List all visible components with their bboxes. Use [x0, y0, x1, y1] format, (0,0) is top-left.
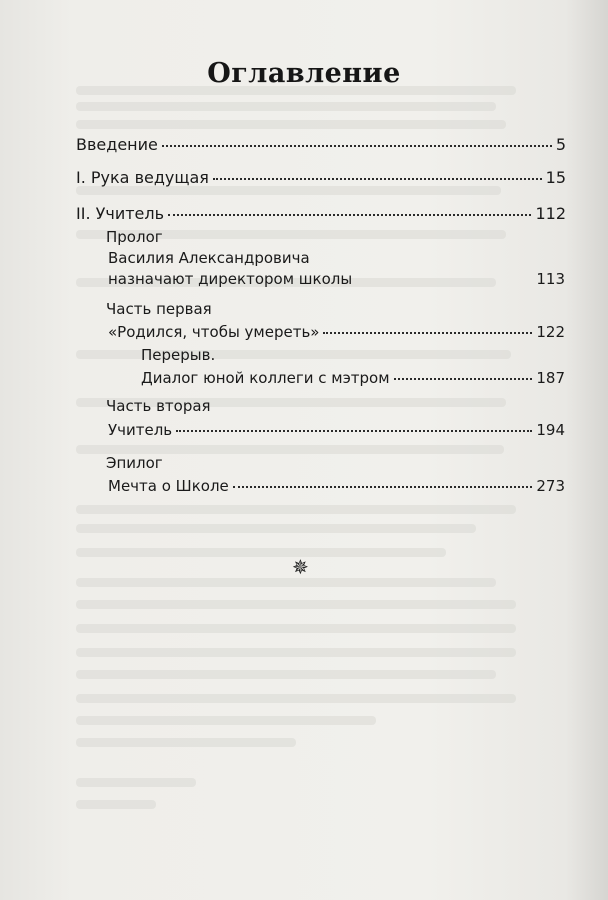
toc-entry-page: 122 [536, 323, 565, 341]
toc-entry-part-i[interactable] [76, 169, 566, 187]
toc-entry-born-to-die[interactable] [108, 323, 565, 341]
toc-heading-part-one: Часть первая [106, 300, 212, 318]
toc-entry-page: 112 [535, 204, 566, 223]
leader-dots [394, 377, 533, 380]
toc-entry-introduction[interactable] [76, 136, 566, 154]
toc-entry-label: I. Рука ведущая [76, 168, 209, 187]
toc-entry-prologue[interactable] [108, 270, 565, 288]
toc-entry-dream[interactable] [108, 477, 565, 495]
toc-entry-page: 273 [536, 477, 565, 495]
star-ornament-icon: ✵ [292, 555, 309, 579]
leader-dots [323, 331, 532, 334]
toc-entry-label: «Родился, чтобы умереть» [108, 323, 320, 341]
toc-entry-label: Диалог юной коллеги с мэтром [141, 369, 390, 387]
toc-entry-page: 194 [536, 421, 565, 439]
toc-entry-teacher[interactable] [108, 421, 565, 439]
toc-break-line1: Перерыв. [141, 346, 216, 364]
toc-entry-part-ii[interactable] [76, 205, 566, 223]
toc-entry-page: 187 [536, 369, 565, 387]
leader-dots [213, 177, 542, 180]
leader-dots [168, 213, 531, 216]
toc-entry-label: Учитель [108, 421, 173, 439]
toc-heading-epilogue: Эпилог [106, 454, 163, 472]
leader-dots [233, 485, 533, 488]
toc-heading-part-two: Часть вторая [106, 397, 211, 415]
toc-title: Оглавление [207, 58, 401, 89]
toc-entry-page: 15 [545, 168, 566, 187]
toc-entry-label: Мечта о Школе [108, 477, 229, 495]
toc-entry-label: II. Учитель [76, 204, 165, 223]
toc-entry-label: назначают директором школы [108, 270, 353, 288]
leader-dots [162, 144, 552, 147]
toc-entry-label: Введение [76, 135, 158, 154]
toc-entry-dialogue[interactable] [141, 369, 565, 387]
toc-entry-page: 5 [555, 135, 566, 154]
toc-heading-prologue: Пролог [106, 228, 163, 246]
toc-entry-page: 113 [536, 270, 565, 288]
leader-dots [176, 429, 532, 432]
toc-prologue-line1: Василия Александровича [108, 249, 310, 267]
